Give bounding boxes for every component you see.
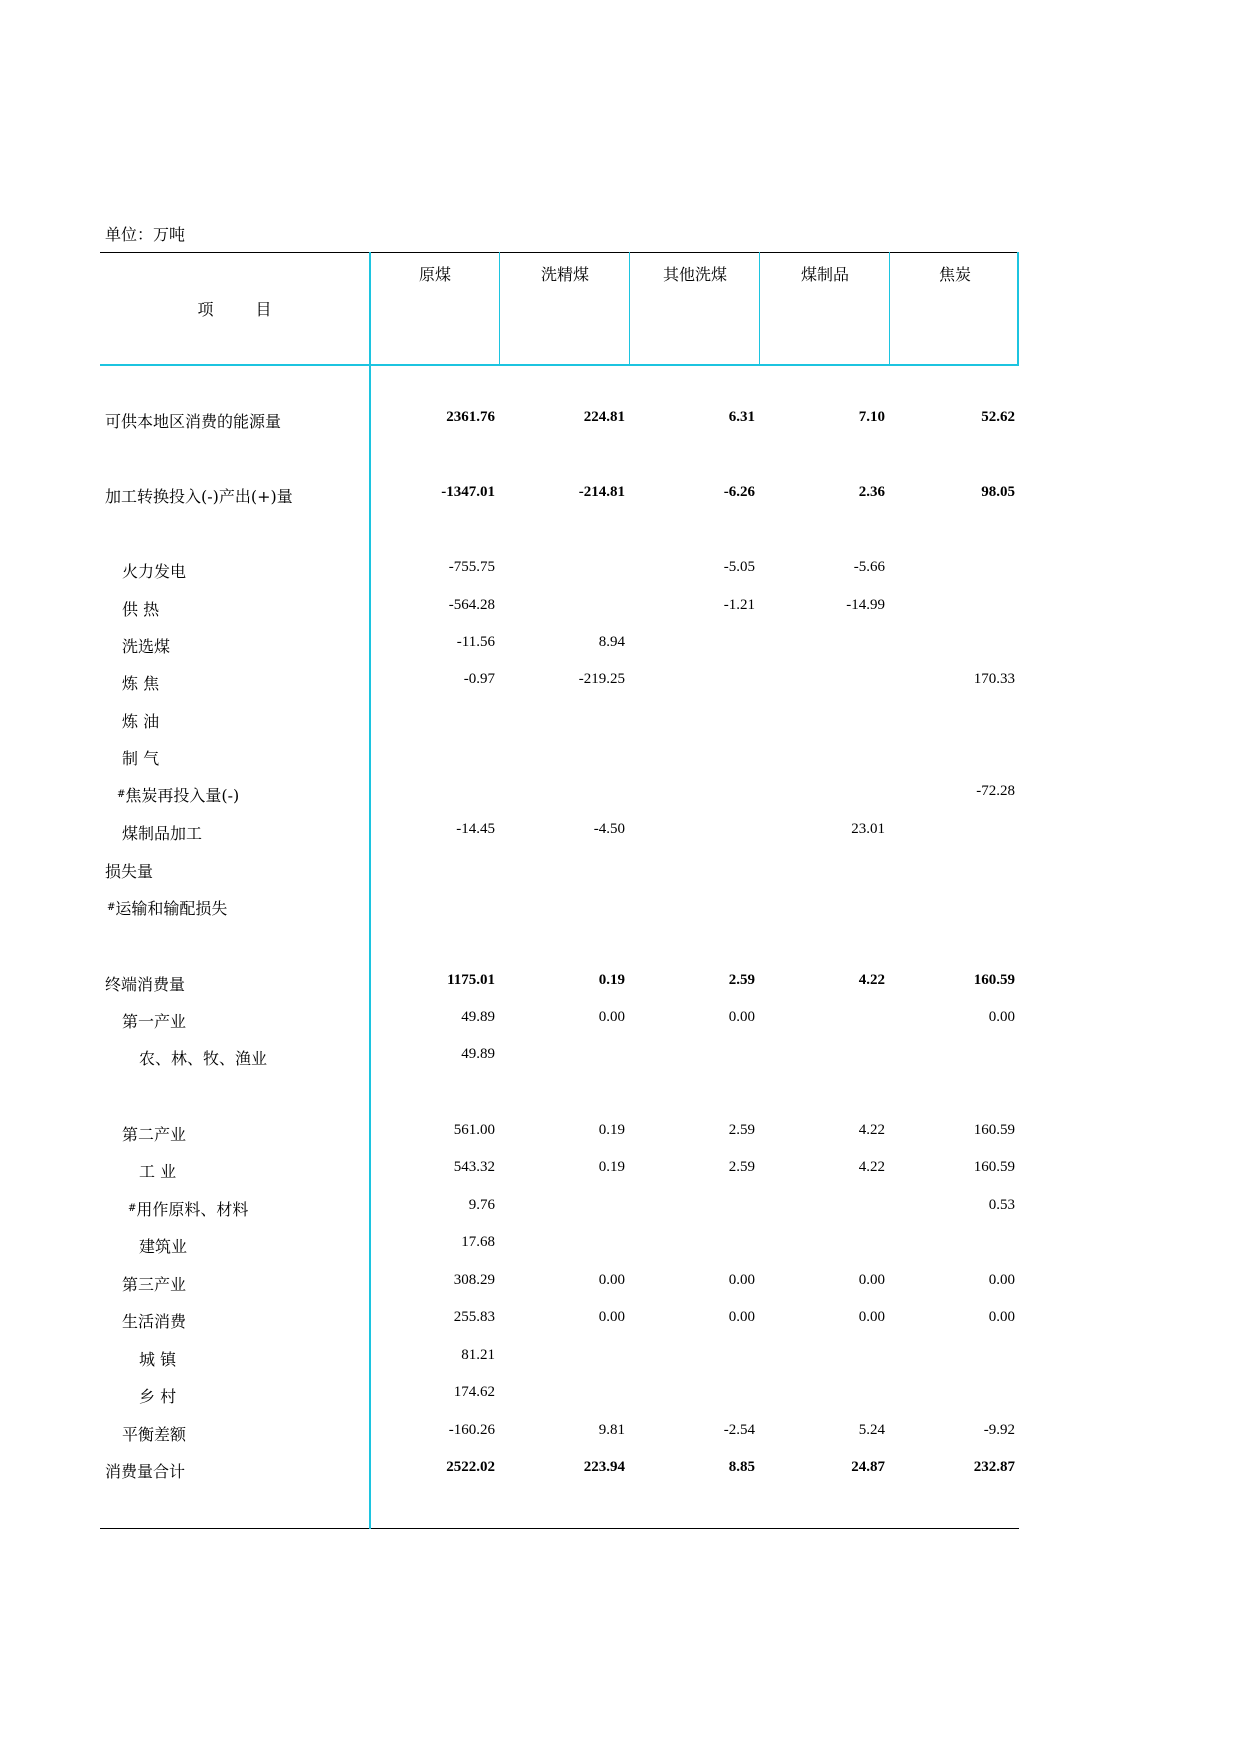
row-label (122, 821, 202, 844)
row-label-text: 供 热 (122, 600, 160, 619)
table-cell: 17.68 (461, 1234, 495, 1250)
table-cell: 0.00 (988, 1309, 1015, 1325)
table-cell: 49.89 (461, 1009, 495, 1025)
table-cell: 0.00 (598, 1309, 625, 1325)
row-label (122, 709, 159, 732)
table-cell: 170.33 (973, 671, 1015, 687)
table-cell: 223.94 (583, 1459, 625, 1475)
table-cell: 98.05 (981, 484, 1015, 500)
table-cell: 2.36 (858, 484, 885, 500)
row-label (107, 896, 227, 919)
row-label (122, 1272, 186, 1295)
table-row (100, 1347, 1019, 1371)
table-row (100, 1234, 1019, 1258)
footnote-mark: # (107, 902, 116, 913)
table-cell: 2.59 (728, 1122, 755, 1138)
row-label-text: 城 镇 (139, 1350, 177, 1369)
table-cell: -9.92 (983, 1422, 1015, 1438)
table-row (100, 1046, 1019, 1070)
table-cell: 81.21 (461, 1347, 495, 1363)
table-cell: 8.94 (598, 634, 625, 650)
table-bottom-rule (100, 1528, 1019, 1529)
row-label-text: 农、林、牧、渔业 (139, 1049, 268, 1068)
row-label (139, 1159, 176, 1182)
row-label (122, 559, 186, 582)
row-label-text: 用作原料、材料 (136, 1200, 249, 1219)
table-cell: 9.76 (468, 1197, 495, 1213)
table-row (100, 597, 1019, 621)
row-label-text: 工 业 (139, 1162, 177, 1181)
table-cell: 2.59 (728, 972, 755, 988)
row-label (105, 484, 293, 507)
table-row (100, 896, 1019, 920)
table-cell: 0.00 (728, 1009, 755, 1025)
row-label-text: 生活消费 (122, 1312, 187, 1331)
row-label (122, 634, 170, 657)
row-label-text: 可供本地区消费的能源量 (105, 412, 282, 431)
row-label (117, 783, 239, 806)
table-cell: 2361.76 (446, 409, 495, 425)
table-cell: 0.00 (988, 1272, 1015, 1288)
table-cell: 0.19 (598, 1159, 625, 1175)
table-row (100, 409, 1019, 433)
table-top-rule (100, 252, 1019, 253)
table-row (100, 559, 1019, 583)
table-cell: -1347.01 (441, 484, 495, 500)
row-label-text: 炼 油 (122, 712, 160, 731)
table-row (100, 1272, 1019, 1296)
footnote-mark: # (128, 1203, 137, 1214)
table-row (100, 1384, 1019, 1408)
table-cell: 2522.02 (446, 1459, 495, 1475)
row-label (128, 1197, 248, 1220)
row-label-text: 建筑业 (139, 1237, 188, 1256)
table-cell: -5.05 (723, 559, 755, 575)
table-row (100, 1122, 1019, 1146)
table-cell: 24.87 (851, 1459, 885, 1475)
row-label-text: 终端消费量 (105, 975, 186, 994)
table-cell: -14.99 (846, 597, 885, 613)
table-cell: 561.00 (453, 1122, 495, 1138)
table-row (100, 1459, 1019, 1483)
table-row (100, 1309, 1019, 1333)
row-label (122, 671, 159, 694)
row-label (122, 1122, 186, 1145)
row-label (139, 1234, 187, 1257)
row-label-text: 运输和输配损失 (115, 899, 228, 918)
row-label (122, 1422, 186, 1445)
table-cell: 4.22 (858, 1159, 885, 1175)
table-cell: 2.59 (728, 1159, 755, 1175)
table-cell: -1.21 (723, 597, 755, 613)
table-cell: 160.59 (973, 972, 1015, 988)
table-cell: -4.50 (593, 821, 625, 837)
row-label (122, 597, 159, 620)
row-label (139, 1347, 176, 1370)
row-label-text: 焦炭再投入量(-) (125, 786, 240, 805)
table-row (100, 746, 1019, 770)
column-header-cleaned-coal: 洗精煤 (540, 265, 589, 284)
table-cell: -72.28 (976, 783, 1015, 799)
table-cell: 5.24 (858, 1422, 885, 1438)
column-header-coke: 焦炭 (938, 265, 971, 284)
table-row (100, 1422, 1019, 1446)
table-cell: -564.28 (448, 597, 495, 613)
table-cell: 0.00 (858, 1272, 885, 1288)
table-cell: 255.83 (453, 1309, 495, 1325)
table-cell: 0.00 (598, 1009, 625, 1025)
table-cell: 49.89 (461, 1046, 495, 1062)
table-cell: 160.59 (973, 1159, 1015, 1175)
row-label-text: 煤制品加工 (122, 824, 203, 843)
row-label (105, 859, 153, 882)
table-row (100, 972, 1019, 996)
table-row (100, 634, 1019, 658)
table-row (100, 783, 1019, 807)
table-cell: 224.81 (583, 409, 625, 425)
table-cell: -755.75 (448, 559, 495, 575)
table-cell: -14.45 (456, 821, 495, 837)
table-cell: -219.25 (578, 671, 625, 687)
row-label-text: 第二产业 (122, 1125, 187, 1144)
table-cell: 543.32 (453, 1159, 495, 1175)
column-header-raw-coal: 原煤 (418, 265, 451, 284)
table-cell: 0.19 (598, 972, 625, 988)
row-label-text: 火力发电 (122, 562, 187, 581)
table-row (100, 859, 1019, 883)
table-cell: 8.85 (728, 1459, 755, 1475)
table-row (100, 1197, 1019, 1221)
table-cell: 1175.01 (447, 972, 495, 988)
table-cell: 4.22 (858, 1122, 885, 1138)
row-label-text: 加工转换投入(-)产出(+)量 (105, 487, 293, 506)
row-label-text: 第一产业 (122, 1012, 187, 1031)
table-cell: 6.31 (728, 409, 755, 425)
row-label (105, 1459, 185, 1482)
row-label (122, 1009, 186, 1032)
table-cell: -11.56 (456, 634, 495, 650)
table-cell: 7.10 (858, 409, 885, 425)
table-cell: 4.22 (858, 972, 885, 988)
row-label (122, 1309, 186, 1332)
table-cell: 174.62 (453, 1384, 495, 1400)
table-row (100, 1159, 1019, 1183)
table-cell: 0.00 (988, 1009, 1015, 1025)
row-label-text: 损失量 (105, 862, 154, 881)
table-cell: 23.01 (851, 821, 885, 837)
table-cell: -0.97 (463, 671, 495, 687)
table-row (100, 671, 1019, 695)
column-header-other-washed-coal: 其他洗煤 (662, 265, 727, 284)
table-cell: 0.00 (598, 1272, 625, 1288)
row-label-text: 制 气 (122, 749, 160, 768)
unit-label: 单位：万吨 (105, 225, 186, 244)
table-cell: 0.00 (728, 1272, 755, 1288)
item-column-header: 项 目 (197, 300, 272, 319)
table-cell: 9.81 (598, 1422, 625, 1438)
table-cell: 308.29 (453, 1272, 495, 1288)
label-column-divider (369, 252, 371, 1529)
row-label-text: 平衡差额 (122, 1425, 187, 1444)
table-cell: -6.26 (723, 484, 755, 500)
table-cell: 232.87 (973, 1459, 1015, 1475)
table-row (100, 709, 1019, 733)
table-cell: 0.00 (858, 1309, 885, 1325)
row-label (139, 1046, 267, 1069)
table-cell: 0.19 (598, 1122, 625, 1138)
row-label-text: 洗选煤 (122, 637, 171, 656)
row-label (122, 746, 159, 769)
coal-balance-table (100, 252, 1019, 1529)
table-row (100, 821, 1019, 845)
row-label-text: 乡 村 (139, 1387, 177, 1406)
table-cell: -214.81 (578, 484, 625, 500)
row-label (105, 409, 281, 432)
table-cell: 52.62 (981, 409, 1015, 425)
table-cell: 160.59 (973, 1122, 1015, 1138)
row-label-text: 消费量合计 (105, 1462, 186, 1481)
table-cell: 0.00 (728, 1309, 755, 1325)
table-row (100, 484, 1019, 508)
table-cell: -160.26 (448, 1422, 495, 1438)
table-cell: -5.66 (853, 559, 885, 575)
row-label (139, 1384, 176, 1407)
table-row (100, 1009, 1019, 1033)
row-label-text: 炼 焦 (122, 674, 160, 693)
row-label-text: 第三产业 (122, 1275, 187, 1294)
footnote-mark: # (117, 789, 126, 800)
column-header-coal-products: 煤制品 (800, 265, 849, 284)
table-cell: 0.53 (988, 1197, 1015, 1213)
row-label (105, 972, 185, 995)
table-cell: -2.54 (723, 1422, 755, 1438)
header-bottom-rule (100, 364, 1019, 366)
